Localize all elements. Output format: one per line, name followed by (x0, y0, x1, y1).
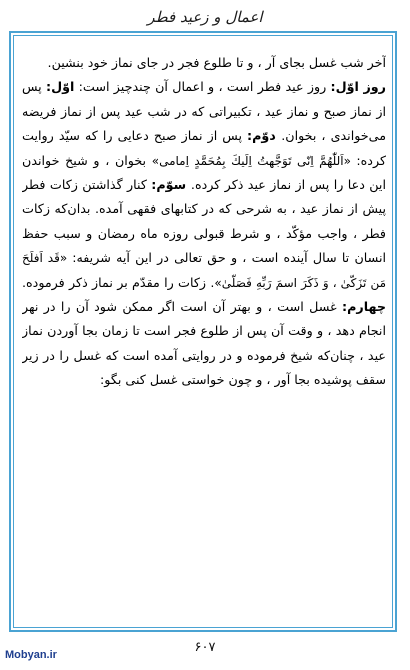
third-label: سوّم: (151, 177, 191, 193)
intro-text: آخر شب غسل بجای آر ، و تا طلوع فجر در جای نماز خود بنشین. (47, 55, 386, 70)
fourth-label: چهارم: (342, 299, 386, 315)
paragraph-main (22, 75, 386, 392)
day-one-label: روز اوّل: (330, 79, 386, 95)
page-header-title: اعمال و زعید فطر (147, 8, 263, 26)
first-label: اوّل: (46, 79, 75, 95)
third-quote: «قَد اَفلَحَ مَن تَزَکّیٰ ، وَ ذَکَرَ اسمَ رَبِّهِ فَصَلّیٰ» (22, 251, 386, 290)
second-quote: «اَللّٰهُمَّ اِنّی تَوَجَّهتُ اِلَيكَ بِمُحَمَّدٍ اِمامی» (151, 153, 357, 168)
page-number: ۶۰۷ (194, 640, 216, 655)
site-watermark: Mobyan.ir (5, 649, 57, 661)
second-label: دوّم: (247, 128, 282, 144)
paragraph-intro (22, 51, 386, 75)
second-text: پس از نماز صبح دعایی را که سیّد روایت کرده: (22, 128, 386, 168)
third-text-end: . زکات را مقدّم بر نماز ذکر فرموده. (22, 274, 215, 290)
second-text-end: بخوان ، و شیخ خواندن این دعا را پس از نماز عید ذکر کرده. (22, 152, 386, 193)
day-one-text: روز عید فطر است ، و اعمال آن چندچیز است: (78, 79, 331, 95)
page-body-text (22, 51, 386, 616)
third-text: کنار گذاشتن زکات فطر پیش از نماز عید ، به شرحی که در کتابهای فقهی آمده. بدان‌که زکات فطر ، واجب مؤکّد ، و شرط قبولی روزه ماه رمضان و سبب حفظ انسان تا سال آینده است ، و حق تعالی در این آیه شریفه: (22, 177, 386, 266)
first-text: پس از نماز صبح و نماز عید ، تکبیراتی که در شب عید پس از نماز فریضه می‌خواندی ، بخوان. (22, 79, 386, 144)
fourth-text: غسل است ، و بهتر آن است اگر ممکن شود آن را در نهر انجام دهد ، و وقت آن پس از طلوع فجر است تا زمان بجا آوردن نماز عید ، چنان‌که شیخ فرموده و در روایتی آمده است که غسل را در زیر سقف پوشیده بجا آور ، و چون خواستی غسل کنی بگو: (22, 299, 386, 388)
